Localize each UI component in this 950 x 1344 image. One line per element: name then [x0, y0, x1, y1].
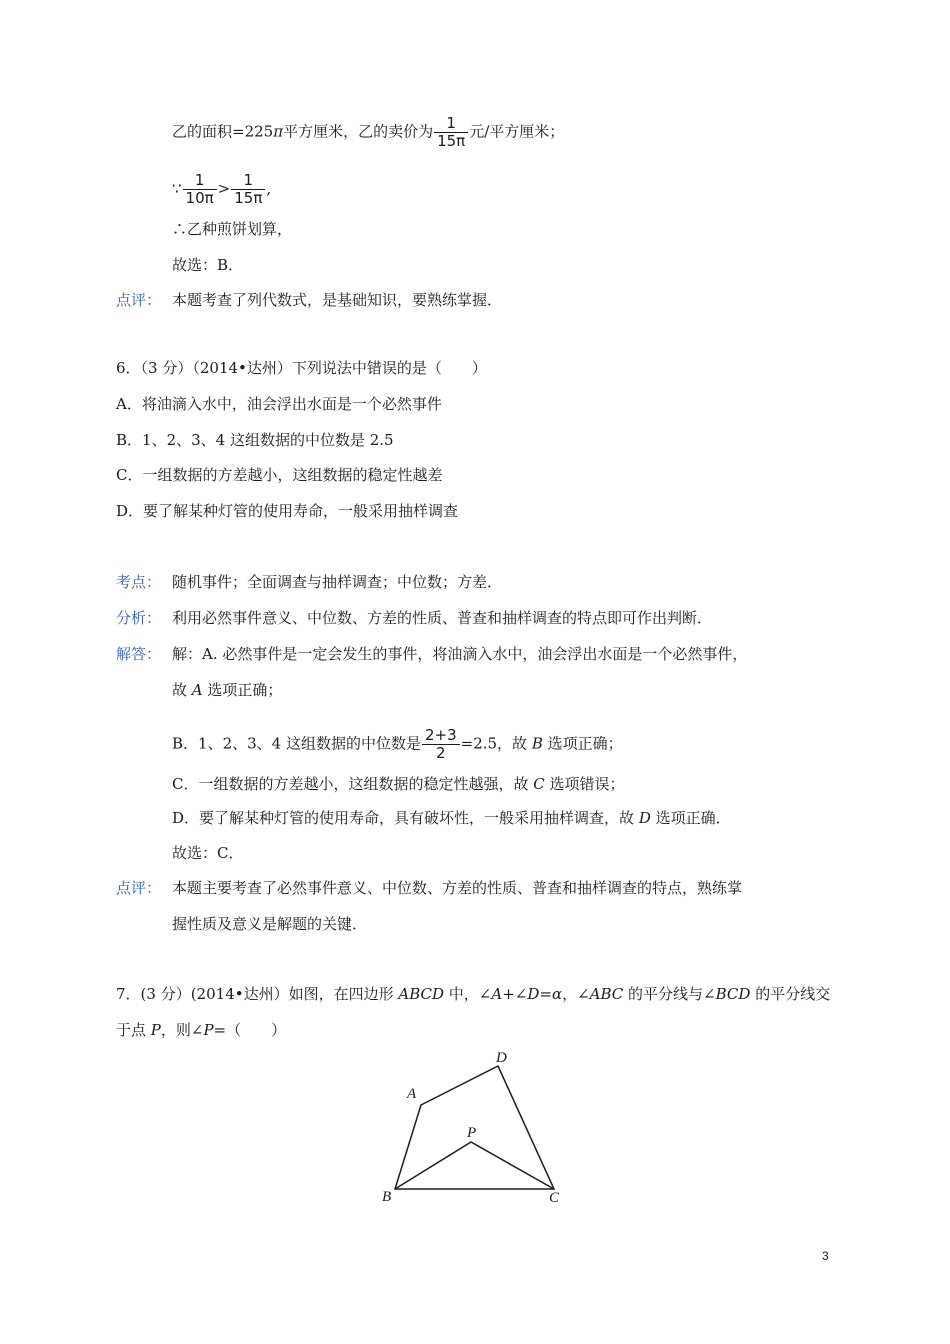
jieda-text: 选项正确；	[202, 681, 283, 699]
fraction-1-over-10pi	[183, 172, 217, 207]
pi-symbol: π	[273, 122, 284, 141]
area-price-line	[172, 115, 564, 150]
fraction-2plus3-over-2	[422, 727, 460, 762]
question-6-option-d: D．要了解某种灯管的使用寿命，一般采用抽样调查	[116, 502, 459, 520]
jieda-line-2	[172, 680, 282, 700]
question-6-option-a: A．将油滴入水中，油会浮出水面是一个必然事件	[116, 395, 442, 413]
label-b: B	[382, 1189, 392, 1205]
fraction-numerator: 1	[243, 171, 254, 189]
stem-italic: D	[527, 985, 540, 1003]
stem-text: 中，∠	[444, 985, 492, 1003]
fenxi-text: 利用必然事件意义、中位数、方差的性质、普查和抽样调查的特点即可作出判断．	[172, 609, 713, 627]
question-6-option-b: B．1、2、3、4 这组数据的中位数是 2.5	[116, 431, 394, 449]
jieda-line-1: 解：A. 必然事件是一定会发生的事件，将油滴入水中，油会浮出水面是一个必然事件，	[172, 645, 748, 663]
question-7-stem-1	[116, 984, 830, 1004]
question-6-stem: 6．（3 分）（2014•达州）下列说法中错误的是（ ）	[116, 359, 487, 377]
jieda-label: 解答：	[116, 645, 162, 663]
fraction-numerator: 2+3	[424, 726, 457, 744]
stem-italic: α	[551, 985, 563, 1003]
comparison-line	[172, 172, 271, 207]
stem-text: =	[539, 985, 552, 1003]
greater-than-symbol: >	[217, 179, 231, 198]
fraction-denominator: 15π	[231, 189, 265, 207]
unit-text: 元/平方厘米；	[469, 122, 565, 141]
jieda-text: C．一组数据的方差越小，这组数据的稳定性越强，故	[172, 775, 534, 793]
jieda-text: 故	[172, 681, 192, 699]
jieda-line-4	[172, 774, 625, 794]
stem-text: =（ ）	[213, 1021, 287, 1039]
question-7-stem-2	[116, 1020, 286, 1040]
stem-italic: P	[203, 1021, 214, 1039]
comment-label: 点评：	[116, 291, 162, 309]
dianping-line-1: 本题主要考查了必然事件意义、中位数、方差的性质、普查和抽样调查的特点，熟练掌	[172, 879, 743, 897]
stem-text: ，则∠	[160, 1021, 204, 1039]
jieda-italic: C	[533, 775, 545, 793]
stem-italic: ABCD	[398, 985, 444, 1003]
fraction-1-over-15pi-b	[231, 172, 265, 207]
label-d: D	[496, 1050, 507, 1066]
stem-text: ，∠	[562, 985, 590, 1003]
kaodian-text: 随机事件；全面调查与抽样调查；中位数；方差．	[172, 573, 503, 591]
fraction-numerator: 1	[194, 171, 205, 189]
area-text: 乙的面积=225	[172, 122, 274, 141]
stem-text: 的平分线交	[750, 985, 831, 1003]
jieda-line-3	[172, 727, 623, 762]
because-symbol: ∵	[172, 179, 182, 198]
stem-italic: BCD	[715, 985, 751, 1003]
fraction-denominator: 10π	[183, 189, 217, 207]
kaodian-label: 考点：	[116, 573, 162, 591]
label-a: A	[407, 1086, 417, 1102]
stem-italic: A	[491, 985, 503, 1003]
label-c: C	[549, 1190, 560, 1206]
question-6-option-c: C．一组数据的方差越小，这组数据的稳定性越差	[116, 466, 443, 484]
dianping-line-2: 握性质及意义是解题的关键．	[172, 915, 368, 933]
jieda-text: 选项正确；	[542, 734, 623, 753]
price-text: 平方厘米，乙的卖价为	[283, 122, 434, 141]
jieda-text: =2.5，故	[460, 734, 532, 753]
stem-italic: P	[150, 1021, 161, 1039]
stem-text: +∠	[502, 985, 528, 1003]
jieda-italic: A	[191, 681, 203, 699]
fraction-denominator: 15π	[434, 132, 468, 150]
jieda-text: B．1、2、3、4 这组数据的中位数是	[172, 734, 421, 753]
stem-text: 的平分线与∠	[623, 985, 716, 1003]
stem-text: 7．(3 分）(2014•达州）如图，在四边形	[116, 985, 399, 1003]
conclusion-line: ∴乙种煎饼划算，	[172, 220, 293, 238]
quadrilateral-figure	[370, 1040, 600, 1215]
comment-text: 本题考查了列代数式，是基础知识，要熟练掌握．	[172, 291, 503, 309]
comma: ,	[266, 179, 272, 198]
page-number: 3	[822, 1249, 829, 1263]
stem-italic: ABC	[589, 985, 624, 1003]
fraction-numerator: 1	[446, 114, 456, 132]
jieda-text: 选项错误；	[544, 775, 625, 793]
jieda-text: 选项正确．	[650, 809, 731, 827]
jieda-line-5	[172, 808, 731, 828]
fraction-denominator: 2	[422, 744, 460, 762]
bisector-lines	[395, 1142, 554, 1189]
dianping-label: 点评：	[116, 879, 162, 897]
answer-line: 故选：B．	[172, 256, 244, 274]
jieda-text: D．要了解某种灯管的使用寿命，具有破坏性，一般采用抽样调查，故	[172, 809, 639, 827]
jieda-line-6: 故选：C．	[172, 844, 244, 862]
fraction-1-over-15pi	[434, 115, 468, 150]
jieda-italic: D	[638, 809, 651, 827]
jieda-italic: B	[531, 734, 543, 753]
stem-text: 于点	[116, 1021, 151, 1039]
label-p: P	[467, 1125, 477, 1141]
fenxi-label: 分析：	[116, 609, 162, 627]
